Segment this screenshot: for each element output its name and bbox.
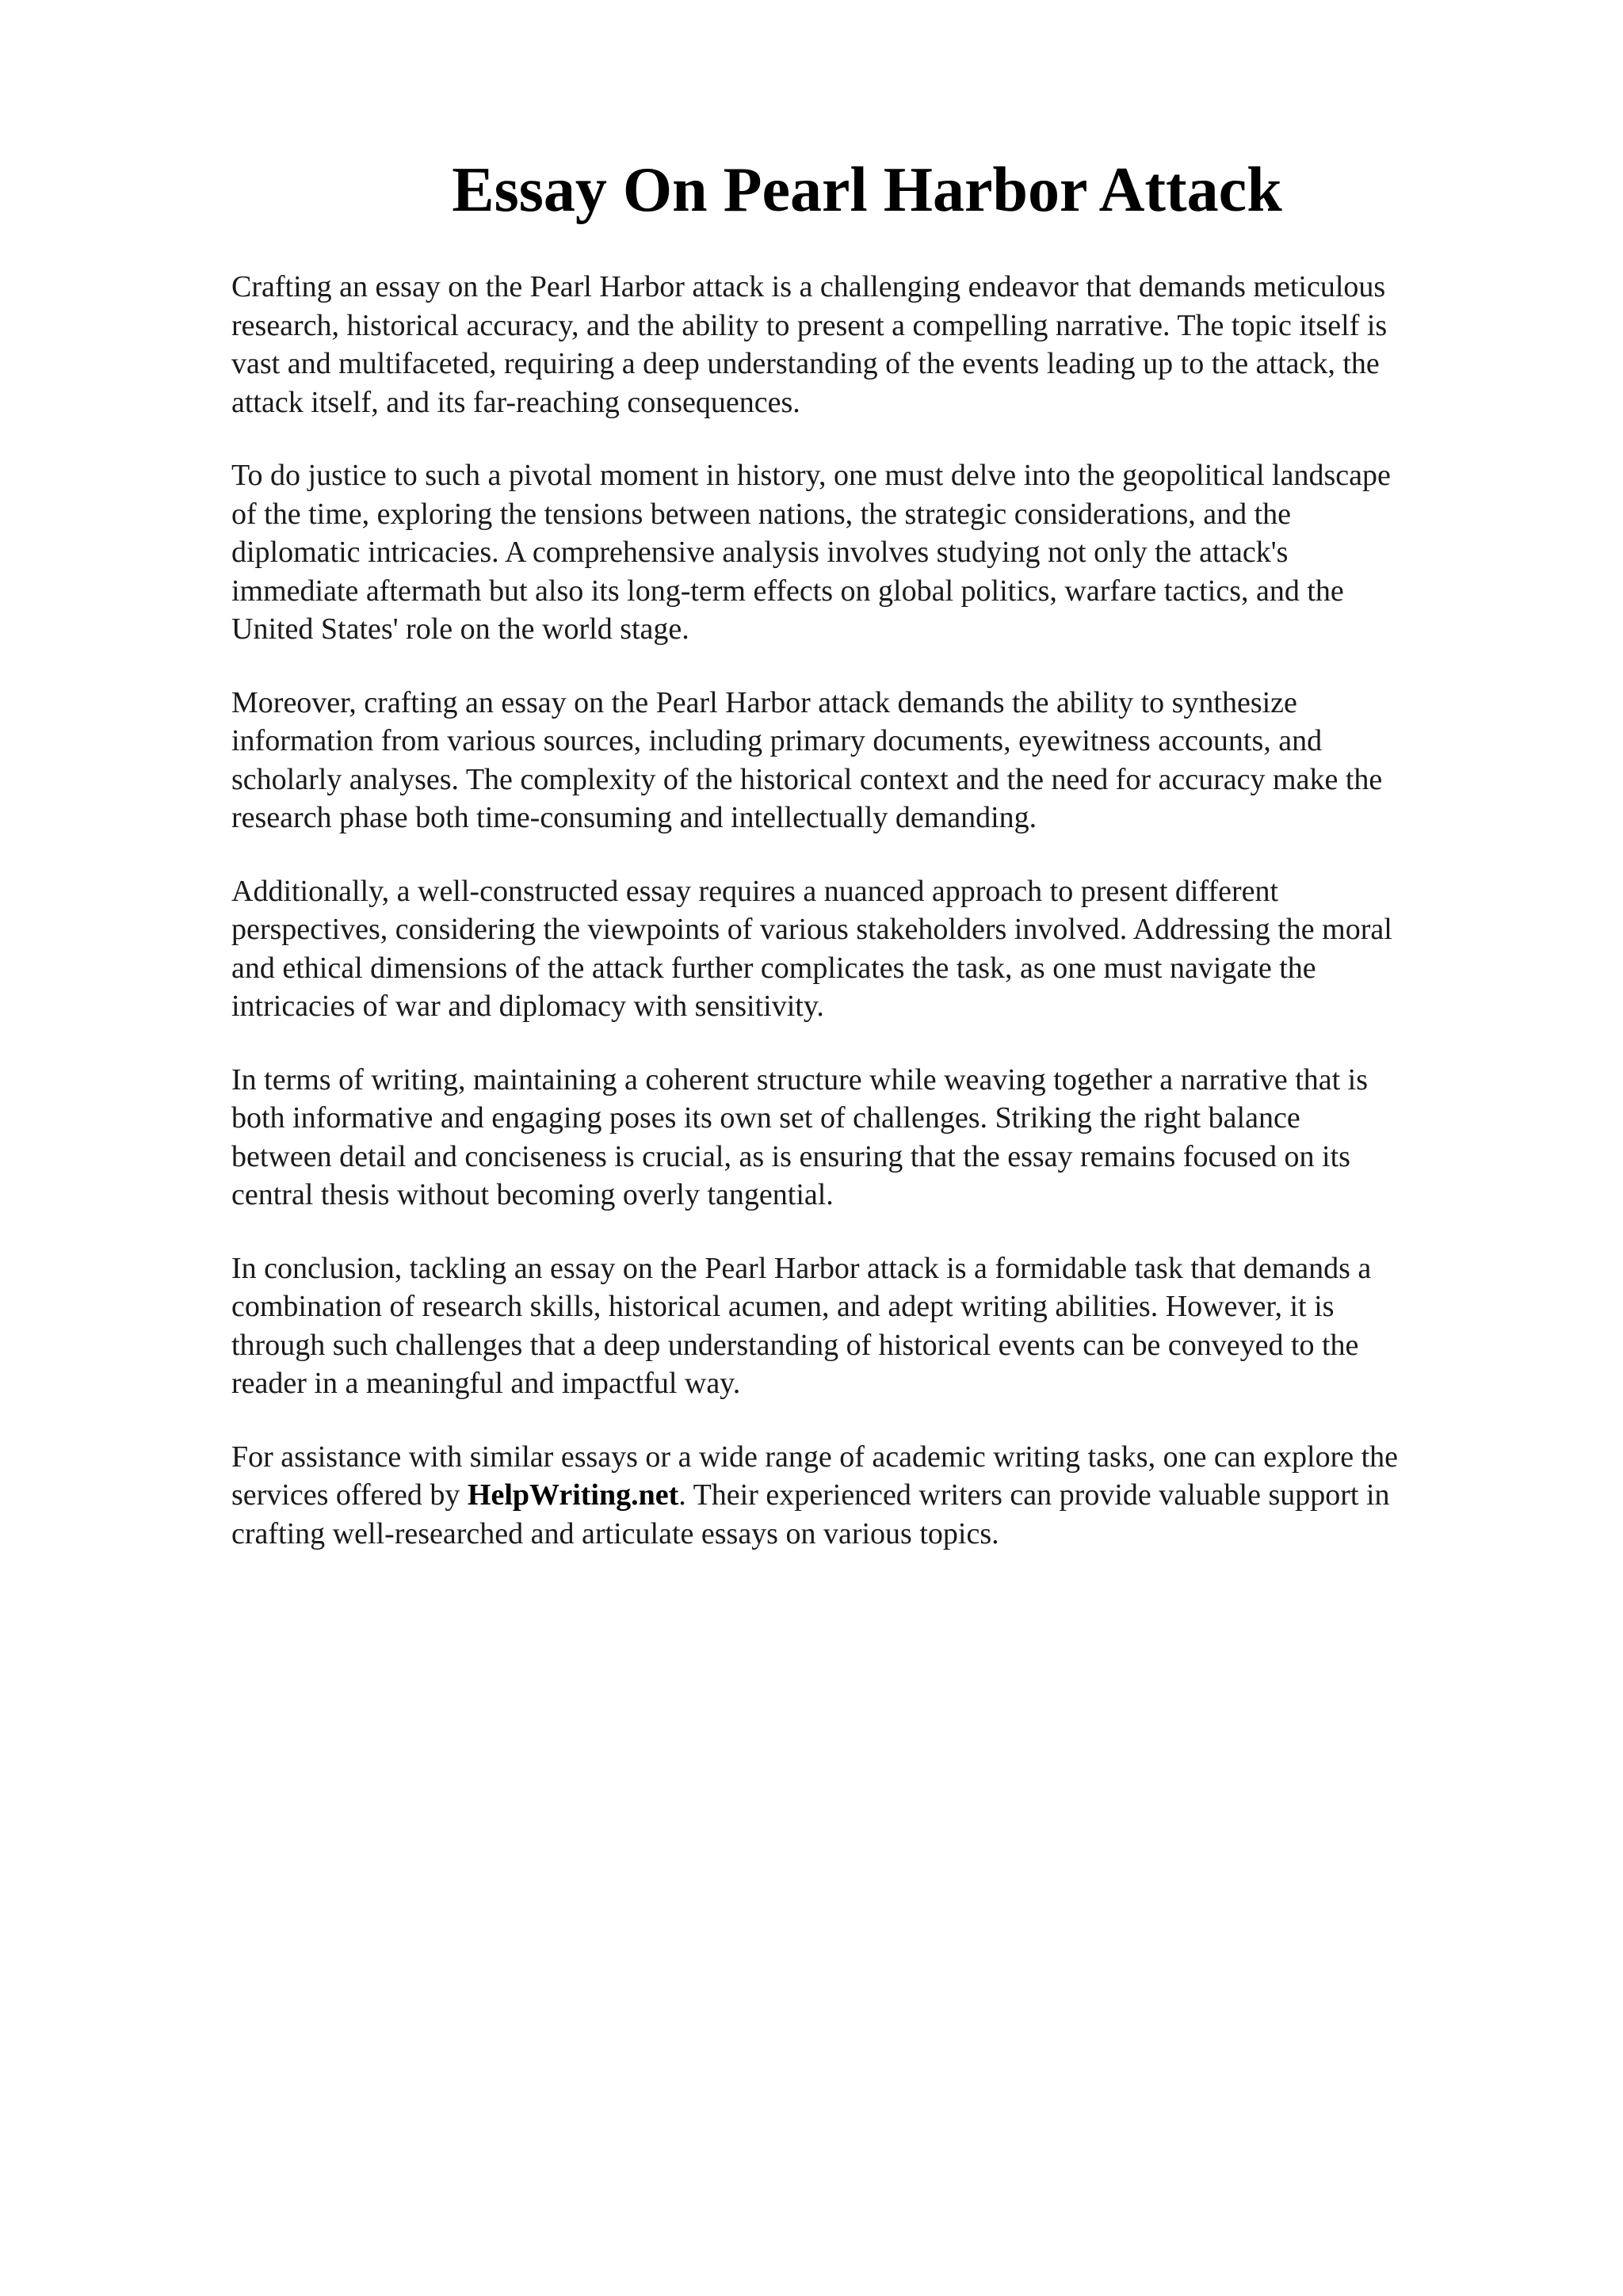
text-line: scholarly analyses. The complexity of the historical context and the need for accuracy make the	[231, 762, 1383, 796]
paragraph-sources	[231, 684, 1515, 837]
text-line: To do justice to such a pivotal moment in history, one must delve into the geopolitical landscape	[231, 459, 1391, 492]
text-line: Additionally, a well-constructed essay requires a nuanced approach to present different	[231, 874, 1279, 908]
closing-text-before: services offered by	[231, 1478, 468, 1512]
paragraph-conclusion	[231, 1249, 1515, 1403]
text-line: combination of research skills, historical acumen, and adept writing abilities. However, it is	[231, 1290, 1335, 1323]
text-line: Moreover, crafting an essay on the Pearl Harbor attack demands the ability to synthesize	[231, 685, 1297, 719]
text-line: information from various sources, including primary documents, eyewitness accounts, and	[231, 724, 1323, 757]
text-line: Crafting an essay on the Pearl Harbor attack is a challenging endeavor that demands meticulous	[231, 270, 1386, 303]
text-line: research phase both time-consuming and intellectually demanding.	[231, 801, 1037, 834]
text-line: research, historical accuracy, and the ability to present a compelling narrative. The topic itself is	[231, 308, 1388, 342]
paragraph-writing	[231, 1061, 1515, 1215]
paragraph-context	[231, 456, 1515, 649]
text-line: attack itself, and its far-reaching consequences.	[231, 385, 800, 419]
text-line: central thesis without becoming overly tangential.	[231, 1178, 834, 1211]
text-line: reader in a meaningful and impactful way.	[231, 1367, 741, 1400]
page-title: Essay On Pearl Harbor Attack	[452, 155, 1282, 225]
text-line: vast and multifaceted, requiring a deep understanding of the events leading up to the attack, the	[231, 347, 1380, 380]
text-line: For assistance with similar essays or a wide range of academic writing tasks, one can explore the	[231, 1440, 1399, 1474]
paragraph-perspectives	[231, 872, 1515, 1026]
text-line: intricacies of war and diplomacy with sensitivity.	[231, 990, 824, 1023]
text-line-with-link	[231, 1476, 1515, 1515]
text-line: perspectives, considering the viewpoints of various stakeholders involved. Addressing the moral	[231, 913, 1392, 946]
helpwriting-link[interactable]: HelpWriting.net	[467, 1478, 679, 1512]
text-line: In terms of writing, maintaining a coherent structure while weaving together a narrative that is	[231, 1062, 1369, 1097]
paragraph-intro	[231, 268, 1515, 421]
text-line: crafting well-researched and articulate essays on various topics.	[231, 1516, 999, 1550]
paragraph-closing	[231, 1438, 1515, 1554]
text-line: immediate aftermath but also its long-term effects on global politics, warfare tactics, and the	[231, 574, 1344, 608]
text-line: through such challenges that a deep understanding of historical events can be conveyed to the	[231, 1328, 1359, 1362]
text-line: between detail and conciseness is crucial, as is ensuring that the essay remains focused on its	[231, 1139, 1350, 1173]
closing-text-after: . Their experienced writers can provide valuable support in	[678, 1478, 1390, 1512]
text-line: diplomatic intricacies. A comprehensive analysis involves studying not only the attack's	[231, 536, 1289, 569]
text-line: both informative and engaging poses its own set of challenges. Striking the right balance	[231, 1101, 1300, 1135]
text-line: United States' role on the world stage.	[231, 612, 689, 646]
text-line: In conclusion, tackling an essay on the Pearl Harbor attack is a formidable task that demands a	[231, 1251, 1372, 1285]
text-line: of the time, exploring the tensions between nations, the strategic considerations, and the	[231, 497, 1292, 531]
essay-body	[231, 268, 1515, 1588]
text-line: and ethical dimensions of the attack further complicates the task, as one must navigate the	[231, 951, 1316, 985]
